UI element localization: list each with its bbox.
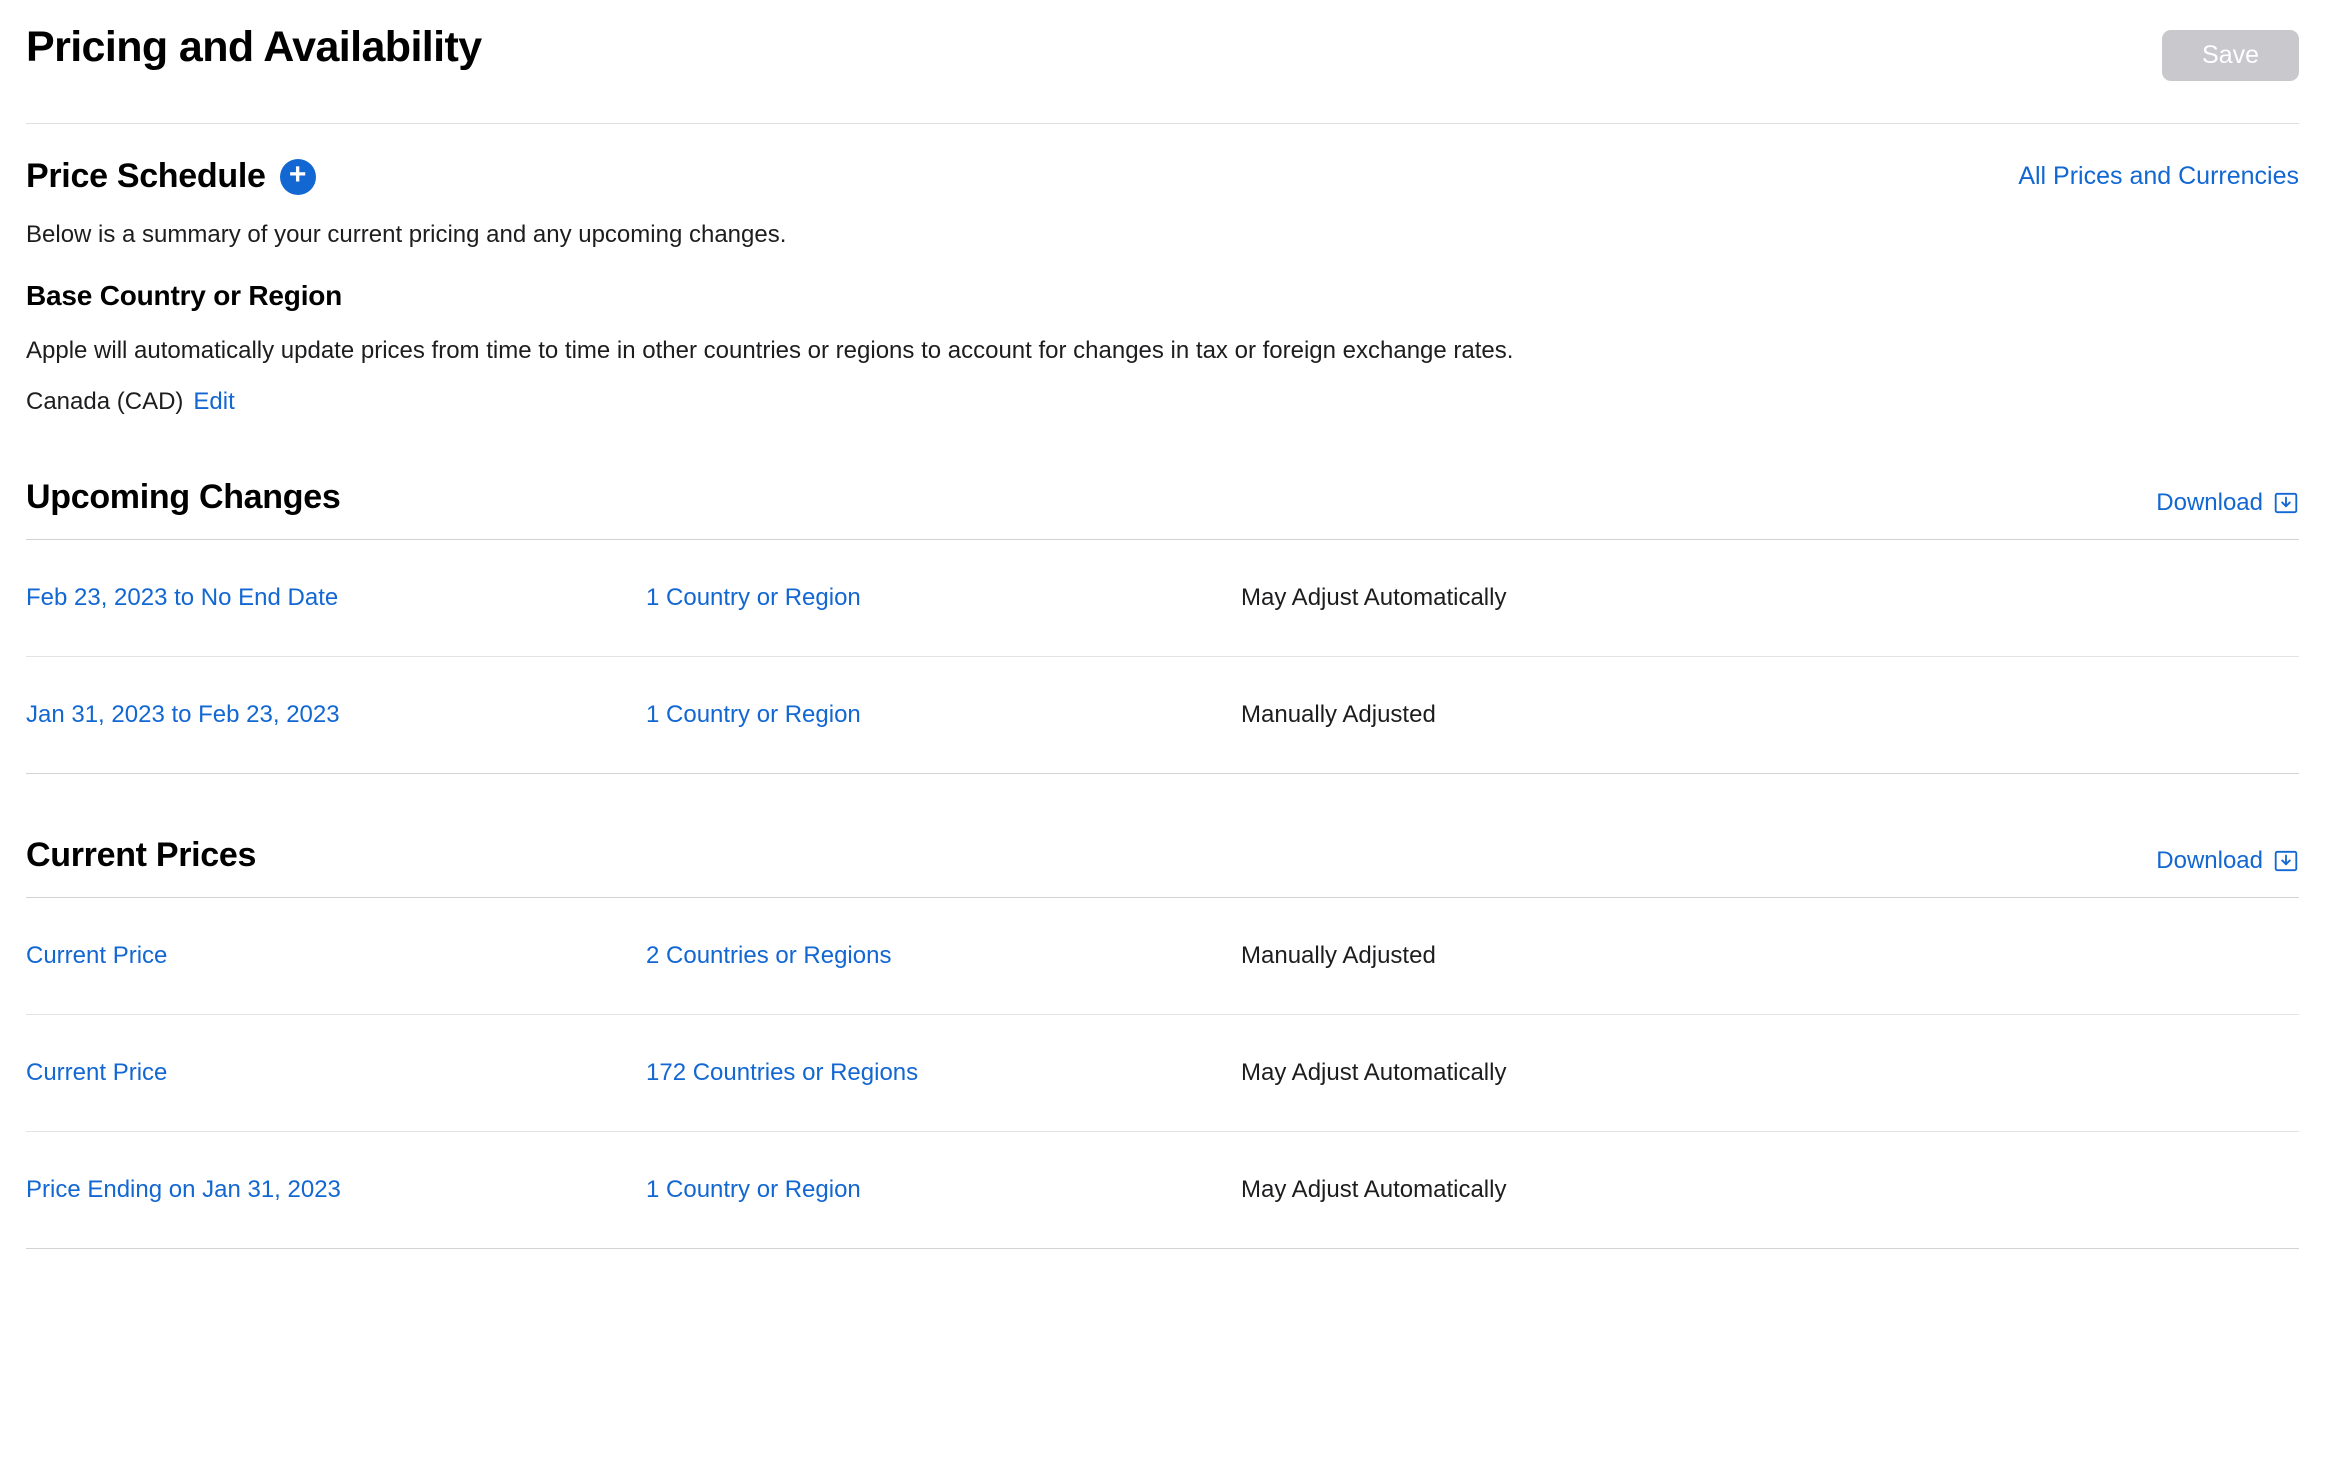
upcoming-changes-header [26, 478, 2299, 517]
download-icon [2273, 490, 2299, 516]
download-icon [2273, 848, 2299, 874]
current-prices-download-button[interactable] [2156, 847, 2299, 875]
price-schedule-header [26, 157, 2299, 196]
download-label: Download [2156, 489, 2263, 517]
upcoming-changes-download-button[interactable] [2156, 489, 2299, 517]
current-prices-header [26, 836, 2299, 875]
base-country-edit-link[interactable]: Edit [193, 388, 235, 416]
row-countries-link[interactable]: 172 Countries or Regions [646, 1059, 919, 1087]
table-row[interactable] [26, 1015, 2299, 1132]
current-prices-title: Current Prices [26, 836, 257, 875]
table-row[interactable] [26, 540, 2299, 657]
upcoming-changes-title: Upcoming Changes [26, 478, 341, 517]
row-countries-link[interactable]: 1 Country or Region [646, 701, 861, 729]
table-row[interactable] [26, 898, 2299, 1015]
row-period-link[interactable]: Price Ending on Jan 31, 2023 [26, 1176, 341, 1204]
row-period-link[interactable]: Jan 31, 2023 to Feb 23, 2023 [26, 701, 340, 729]
row-countries-link[interactable]: 1 Country or Region [646, 1176, 861, 1204]
row-period-link[interactable]: Current Price [26, 1059, 168, 1087]
row-countries-link[interactable]: 1 Country or Region [646, 584, 861, 612]
row-period-link[interactable]: Feb 23, 2023 to No End Date [26, 584, 339, 612]
upcoming-changes-table [26, 539, 2299, 774]
row-adjustment: Manually Adjusted [1241, 701, 1436, 729]
table-row[interactable] [26, 1132, 2299, 1249]
price-schedule-summary: Below is a summary of your current pricing and any upcoming changes. [26, 221, 787, 248]
all-prices-and-currencies-link[interactable]: All Prices and Currencies [2018, 162, 2299, 190]
page-header [26, 0, 2299, 81]
base-country-row [26, 388, 2299, 416]
current-prices-section [26, 836, 2299, 1249]
row-adjustment: May Adjust Automatically [1241, 1176, 1507, 1204]
current-prices-table [26, 897, 2299, 1249]
row-countries-link[interactable]: 2 Countries or Regions [646, 942, 892, 970]
header-divider [26, 123, 2299, 124]
price-schedule-title-wrap [26, 157, 316, 196]
base-country-description: Apple will automatically update prices from time to time in other countries or regions to account for changes in tax or foreign exchange rates. [26, 337, 1514, 365]
row-adjustment: Manually Adjusted [1241, 942, 1436, 970]
table-row[interactable] [26, 657, 2299, 774]
row-period-link[interactable]: Current Price [26, 942, 168, 970]
page-title: Pricing and Availability [26, 23, 482, 71]
base-country-heading: Base Country or Region [26, 280, 343, 312]
save-button[interactable]: Save [2162, 30, 2299, 81]
price-schedule-title: Price Schedule [26, 157, 266, 195]
row-adjustment: May Adjust Automatically [1241, 584, 1507, 612]
download-label: Download [2156, 847, 2263, 875]
base-country-value: Canada (CAD) [26, 388, 184, 416]
plus-circle-icon[interactable]: + [280, 159, 316, 195]
row-adjustment: May Adjust Automatically [1241, 1059, 1507, 1087]
upcoming-changes-section [26, 478, 2299, 774]
